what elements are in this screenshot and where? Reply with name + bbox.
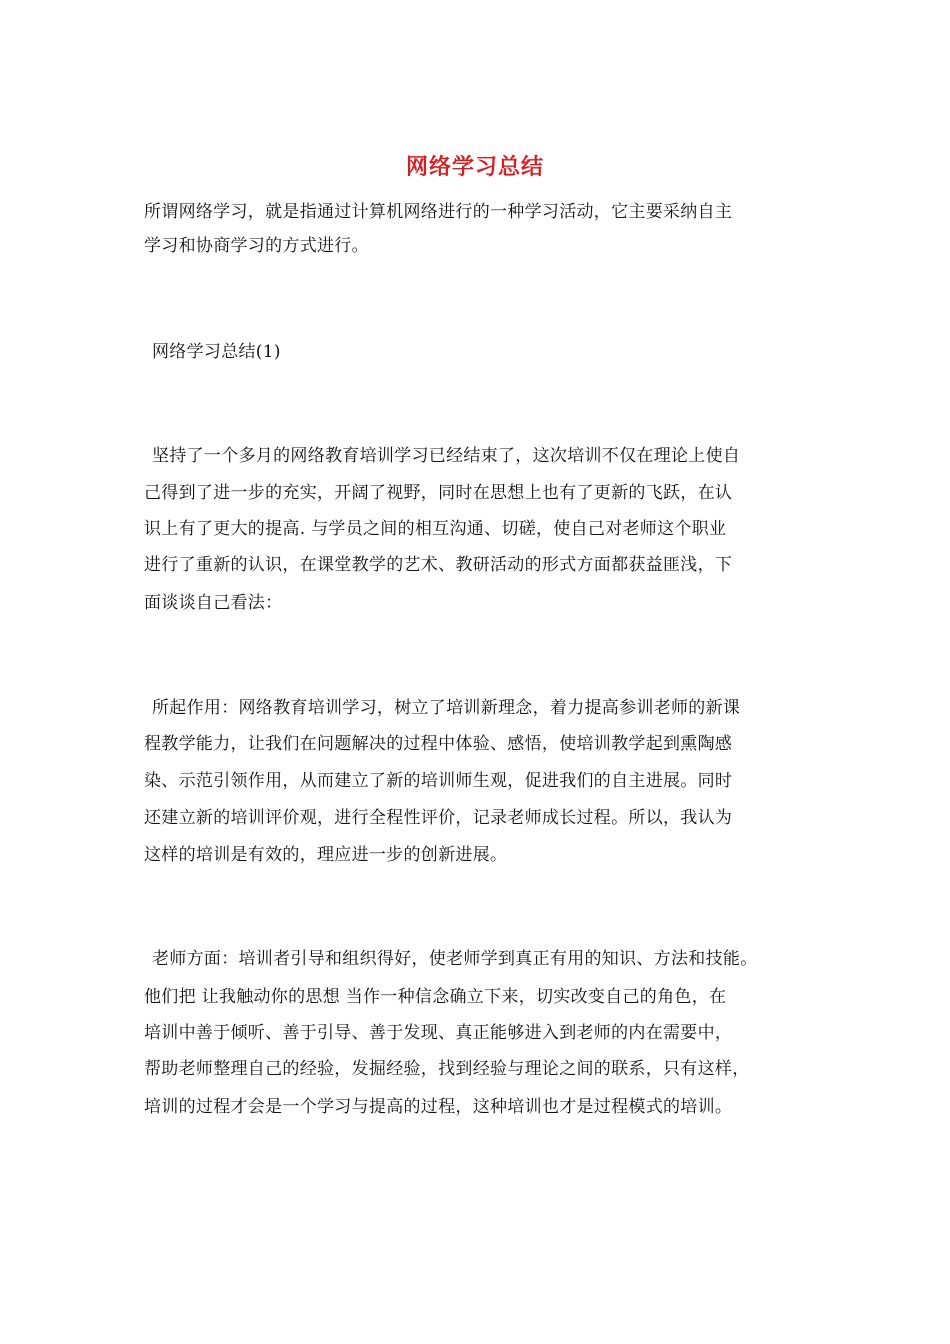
para1-line-5: 面谈谈自己看法： [144,593,283,613]
para1-line-4: 进行了重新的认识，在课堂教学的艺术、教研活动的形式方面都获益匪浅，下 [144,555,733,575]
document-title: 网络学习总结 [405,154,544,180]
para2-line-5: 这样的培训是有效的，理应进一步的创新进展。 [144,845,508,865]
para3-line-1: 老师方面：培训者引导和组织得好，使老师学到真正有用的知识、方法和技能。 [152,949,758,969]
para3-line-2: 他们把 让我触动你的思想 当作一种信念确立下来，切实改变自己的角色，在 [144,987,727,1007]
para3-line-5: 培训的过程才会是一个学习与提高的过程，这种培训也才是过程模式的培训。 [144,1097,733,1117]
intro-line-2: 学习和协商学习的方式进行。 [144,236,369,256]
para1-line-1: 坚持了一个多月的网络教育培训学习已经结束了，这次培训不仅在理论上使自 [152,446,741,466]
para3-line-3: 培训中善于倾听、善于引导、善于发现、真正能够进入到老师的内在需要中， [144,1023,733,1043]
para1-line-3: 识上有了更大的提高. 与学员之间的相互沟通、切磋，使自己对老师这个职业 [144,519,727,539]
para3-line-4: 帮助老师整理自己的经验，发掘经验，找到经验与理论之间的联系，只有这样， [144,1059,750,1079]
section-heading: 网络学习总结(1) [152,342,281,362]
para2-line-2: 程教学能力，让我们在问题解决的过程中体验、感悟，使培训教学起到熏陶感 [144,734,733,754]
para2-line-4: 还建立新的培训评价观，进行全程性评价，记录老师成长过程。所以，我认为 [144,808,733,828]
intro-line-1: 所谓网络学习，就是指通过计算机网络进行的一种学习活动，它主要采纳自主 [144,202,733,222]
para2-line-1: 所起作用：网络教育培训学习，树立了培训新理念，着力提高参训老师的新课 [152,698,741,718]
para2-line-3: 染、示范引领作用，从而建立了新的培训师生观，促进我们的自主进展。同时 [144,771,733,791]
para1-line-2: 己得到了进一步的充实，开阔了视野，同时在思想上也有了更新的飞跃，在认 [144,483,733,503]
